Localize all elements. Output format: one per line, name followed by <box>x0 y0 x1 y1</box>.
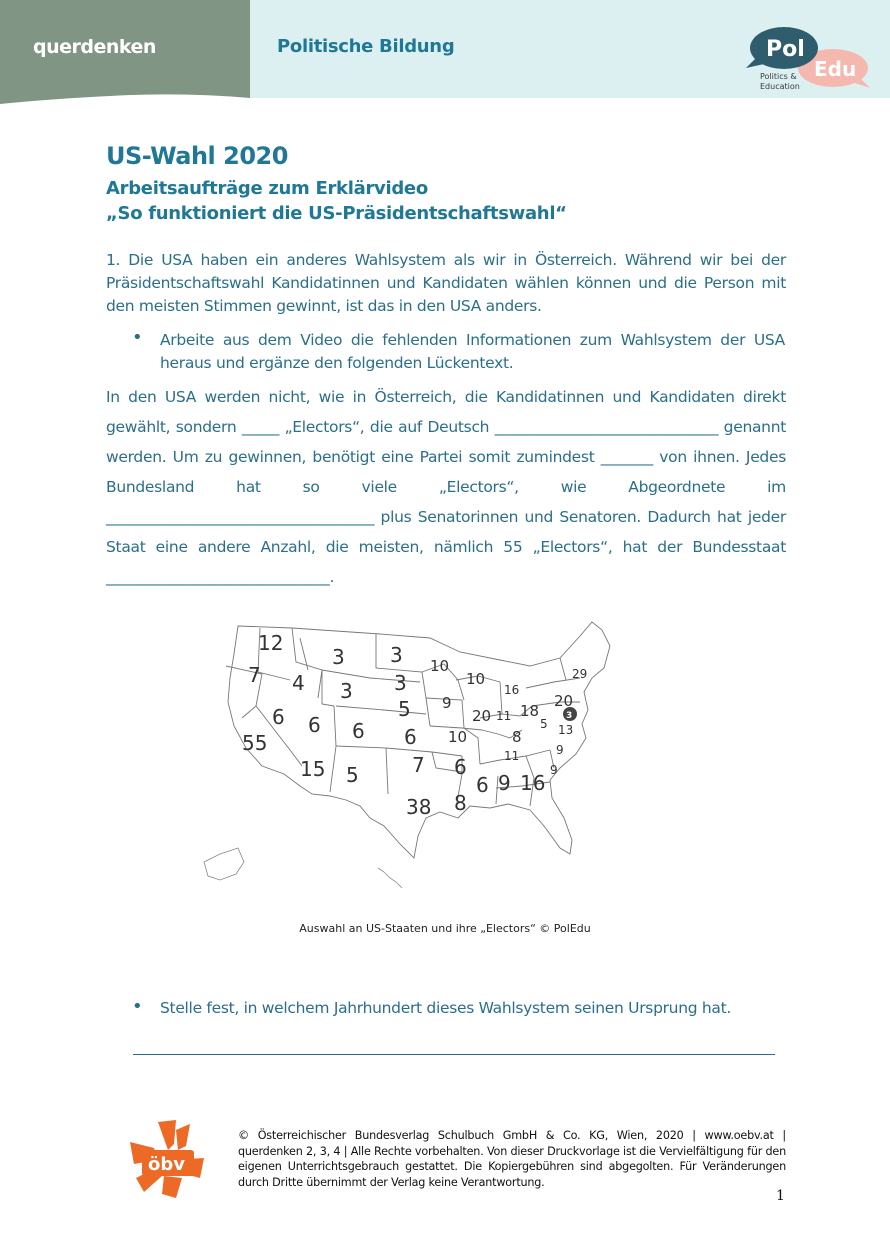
map-number: 12 <box>258 631 284 655</box>
page-subtitle <box>106 176 567 226</box>
logo-sub-line1: Politics & <box>760 72 797 81</box>
task1-bullet: Arbeite aus dem Video die fehlenden Informationen zum Wahlsystem der USA heraus und ergänze den folgenden Lückentext. <box>160 331 785 372</box>
map-number: 4 <box>292 671 305 695</box>
cloze-blank-5[interactable]: ______________________________ <box>106 568 330 586</box>
map-number: 6 <box>308 713 321 737</box>
footer-copyright: © Österreichischer Bundesverlag Schulbuch GmbH & Co. KG, Wien, 2020 | www.oebv.at | querdenken 2, 3, 4 | Alle Rechte vorbehalten. Von dieser Druckvorlage ist die Vervielfältigung für den eigenen Unterrichtsgebrauch gestattet. Die Kopiergebühren sind abgegolten. Für Veränderungen durch Dritte übernimmt der Verlag keine Verantwortung. <box>238 1129 786 1189</box>
map-number: 3 <box>332 645 345 669</box>
cloze-part-5: plus Senatorinnen und Senatoren. Dadurch hat jeder Staat eine andere Anzahl, die meisten, nämlich 55 „Electors“, hat der Bundesstaat <box>106 508 786 556</box>
bullet-icon: • <box>132 327 143 348</box>
map-number: 8 <box>454 791 467 815</box>
us-electors-map <box>200 618 630 898</box>
map-number: 7 <box>412 753 425 777</box>
map-number: 11 <box>504 749 520 763</box>
map-number: 8 <box>512 728 522 746</box>
cloze-part-1: In den USA werden nicht, wie in Österreich, die Kandidatinnen und Kandidaten direkt gewählt, sondern <box>106 388 786 436</box>
map-number: 9 <box>442 694 452 712</box>
page-title: US-Wahl 2020 <box>106 142 288 170</box>
logo-pol-text: Pol <box>766 37 805 62</box>
cloze-part-6: . <box>329 568 335 586</box>
oebv-logo-text: öbv <box>148 1154 185 1175</box>
map-number: 10 <box>430 657 450 675</box>
map-number: 10 <box>448 728 468 746</box>
subtitle-line-2: „So funktioniert die US-Präsidentschaftswahl“ <box>106 203 567 224</box>
task2-bullet: Stelle fest, in welchem Jahrhundert dieses Wahlsystem seinen Ursprung hat. <box>160 999 732 1017</box>
map-ak-hi <box>204 848 402 888</box>
map-number: 6 <box>404 725 417 749</box>
map-number: 20 <box>554 692 574 710</box>
map-number: 7 <box>248 663 261 687</box>
cloze-part-2: „Electors“, die auf Deutsch <box>279 418 495 436</box>
map-number: 55 <box>242 731 268 755</box>
map-number: 6 <box>476 773 489 797</box>
map-number: 9 <box>498 771 511 795</box>
logo-subtitle <box>760 72 820 92</box>
cloze-part-3: genannt werden. Um zu gewinnen, benötigt eine Partei somit zumindest <box>106 418 787 466</box>
map-number: 6 <box>272 705 285 729</box>
map-number: 6 <box>454 755 467 779</box>
map-number: 6 <box>352 719 365 743</box>
map-number: 38 <box>406 795 432 819</box>
map-number: 11 <box>496 709 512 723</box>
map-number: 16 <box>504 683 520 697</box>
map-outline <box>228 622 610 858</box>
oebv-logo <box>128 1120 206 1198</box>
cloze-text <box>106 382 786 592</box>
cloze-blank-2[interactable]: ______________________________ <box>494 418 719 436</box>
logo-sub-line2: Education <box>760 82 800 91</box>
map-number: 5 <box>540 717 548 731</box>
map-number: 3 <box>340 679 353 703</box>
brand-name: querdenken <box>33 36 156 58</box>
map-caption: Auswahl an US-Staaten und ihre „Electors“ © PolEdu <box>299 922 591 935</box>
map-number: 5 <box>398 697 411 721</box>
map-number: 9 <box>550 763 558 777</box>
cloze-blank-4[interactable]: ____________________________________ <box>106 508 375 526</box>
answer-line[interactable] <box>133 1054 775 1055</box>
map-number: 18 <box>520 702 540 720</box>
map-number: 15 <box>300 757 326 781</box>
bullet-icon: • <box>132 996 143 1017</box>
map-number: 16 <box>520 771 546 795</box>
cloze-part-4: von ihnen. Jedes Bundesland hat so viele „Electors“, wie Abgeordnete im <box>106 448 786 496</box>
map-number: 10 <box>466 670 486 688</box>
cloze-blank-1[interactable]: _____ <box>241 418 280 436</box>
map-number: 3 <box>390 643 403 667</box>
task1-intro: 1. Die USA haben ein anderes Wahlsystem als wir in Österreich. Während wir bei der Präsidentschaftswahl Kandidatinnen und Kandidaten wählen können und die Person mit den meisten Stimmen gewinnt, ist das in den USA anders. <box>106 251 786 315</box>
subject-name: Politische Bildung <box>277 36 455 57</box>
map-number: 13 <box>558 723 574 737</box>
map-number: 3 <box>566 711 573 721</box>
map-number: 9 <box>556 743 564 757</box>
page-number: 1 <box>776 1188 785 1204</box>
cloze-blank-3[interactable]: _______ <box>600 448 653 466</box>
logo-edu-text: Edu <box>814 57 857 81</box>
subtitle-line-1: Arbeitsaufträge zum Erklärvideo <box>106 178 428 199</box>
map-number: 20 <box>472 707 492 725</box>
map-number: 5 <box>346 763 359 787</box>
map-number: 3 <box>394 671 407 695</box>
map-number: 29 <box>572 667 588 681</box>
